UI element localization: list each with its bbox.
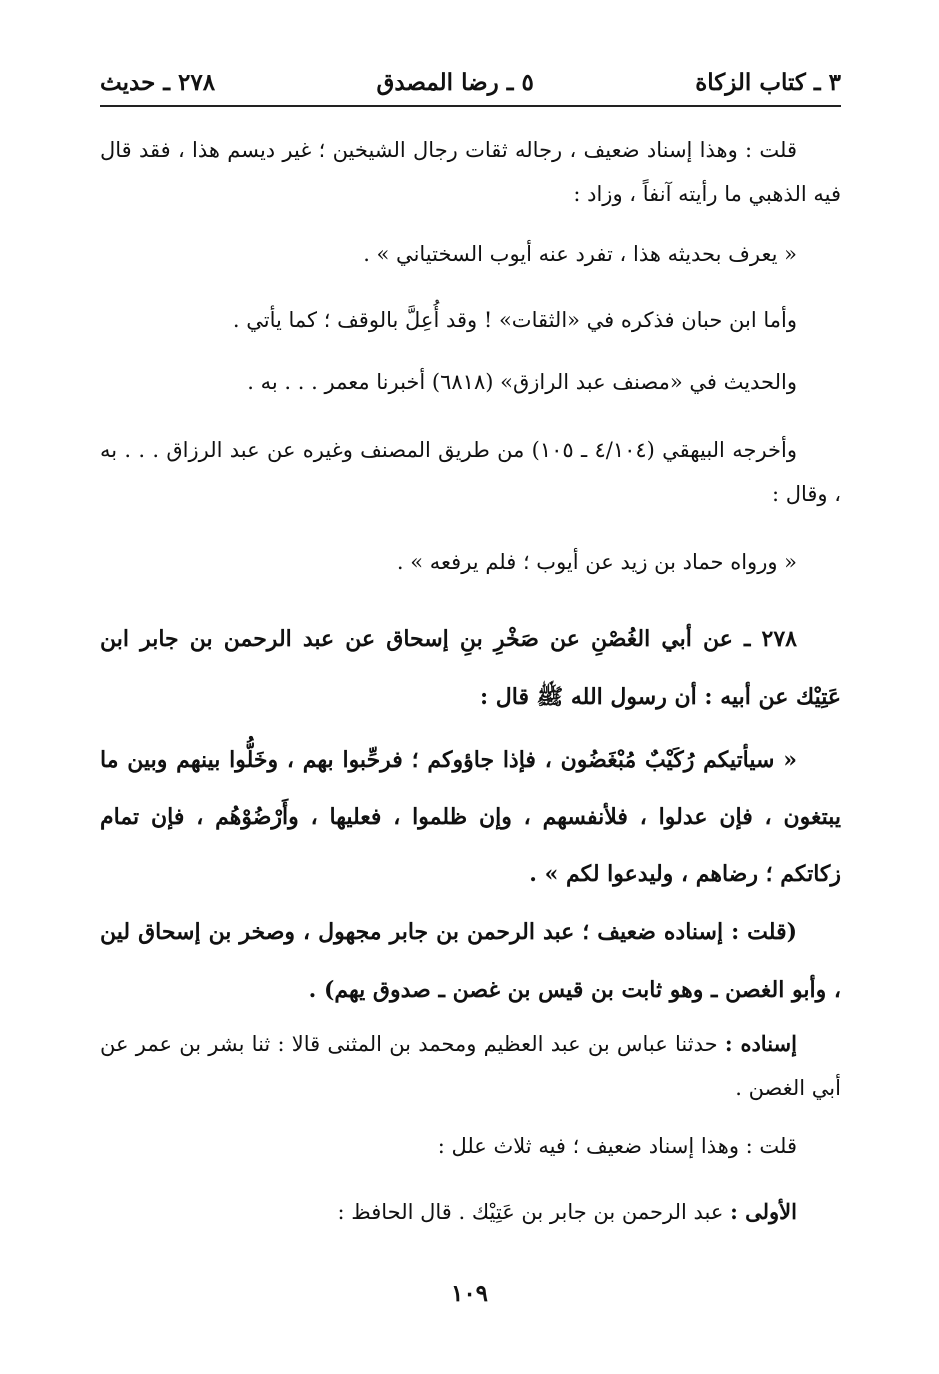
- paragraph-5: وأخرجه البيهقي (٤/١٠٤ ـ ١٠٥) من طريق المصنف وغيره عن عبد الرزاق . . . به ، وقال :: [100, 438, 841, 506]
- hadith-matn: « سيأتيكم رُكَيْبٌ مُبْغَضُون ، فإذا جاؤوكم ؛ فرحِّبوا بهم ، وخَلُّوا بينهم وبين ما يبتغون ، فإن عدلوا ، فلأنفسهم ، وإن ظلموا ، فعليها ، وأَرْضُوْهُم ، فإن تمام زكاتكم ؛ رضاهم ، وليدعوا لكم » .: [100, 747, 841, 887]
- first-illa-paragraph: [100, 1190, 841, 1234]
- isnad-label: إسناده :: [724, 1031, 797, 1056]
- running-header: [100, 62, 841, 102]
- hadith-heading: ٢٧٨ ـ عن أبي الغُصْنِ عن صَخْرِ بنِ إسحاق عن عبد الرحمن بن جابر ابن عَتِيْك عن أبيه : أن رسول الله ﷺ قال :: [100, 626, 841, 710]
- header-hadith-number: ٢٧٨ ـ حديث: [100, 68, 216, 96]
- isnad-text: حدثنا عباس بن عبد العظيم ومحمد بن المثنى قالا : ثنا بشر بن عمر عن أبي الغصن .: [100, 1032, 841, 1100]
- first-illa-text: عبد الرحمن بن جابر بن عَتِيْك . قال الحافظ :: [337, 1200, 724, 1224]
- paragraph-1: قلت : وهذا إسناد ضعيف ، رجاله ثقات رجال الشيخين ؛ غير ديسم هذا ، فقد قال فيه الذهبي ما رأيته آنفاً ، وزاد :: [100, 138, 841, 206]
- header-chapter-title: ٥ ـ رضا المصدق: [376, 68, 534, 96]
- paragraph-3: وأما ابن حبان فذكره في «الثقات» ! وقد أُعِلَّ بالوقف ؛ كما يأتي .: [232, 308, 797, 332]
- isnad-paragraph: [100, 1022, 841, 1110]
- paragraph-2: « يعرف بحديثه هذا ، تفرد عنه أيوب السختياني » .: [363, 242, 797, 266]
- page-number: ١٠٩: [450, 1280, 489, 1307]
- header-divider: [100, 105, 841, 107]
- note-paragraph: قلت : وهذا إسناد ضعيف ؛ فيه ثلاث علل :: [437, 1134, 797, 1158]
- paragraph-6: « ورواه حماد بن زيد عن أيوب ؛ فلم يرفعه » .: [396, 550, 797, 574]
- header-book-title: ٣ ـ كتاب الزكاة: [695, 68, 841, 96]
- first-illa-label: الأولى :: [730, 1199, 797, 1224]
- paragraph-4: والحديث في «مصنف عبد الرازق» (٦٨١٨) أخبرنا معمر . . . به .: [247, 370, 797, 394]
- verdict: (قلت : إسناده ضعيف ؛ عبد الرحمن بن جابر مجهول ، وصخر بن إسحاق لين ، وأبو الغصن ـ وهو ثابت بن قيس بن غصن ـ صدوق يهم) .: [100, 919, 841, 1003]
